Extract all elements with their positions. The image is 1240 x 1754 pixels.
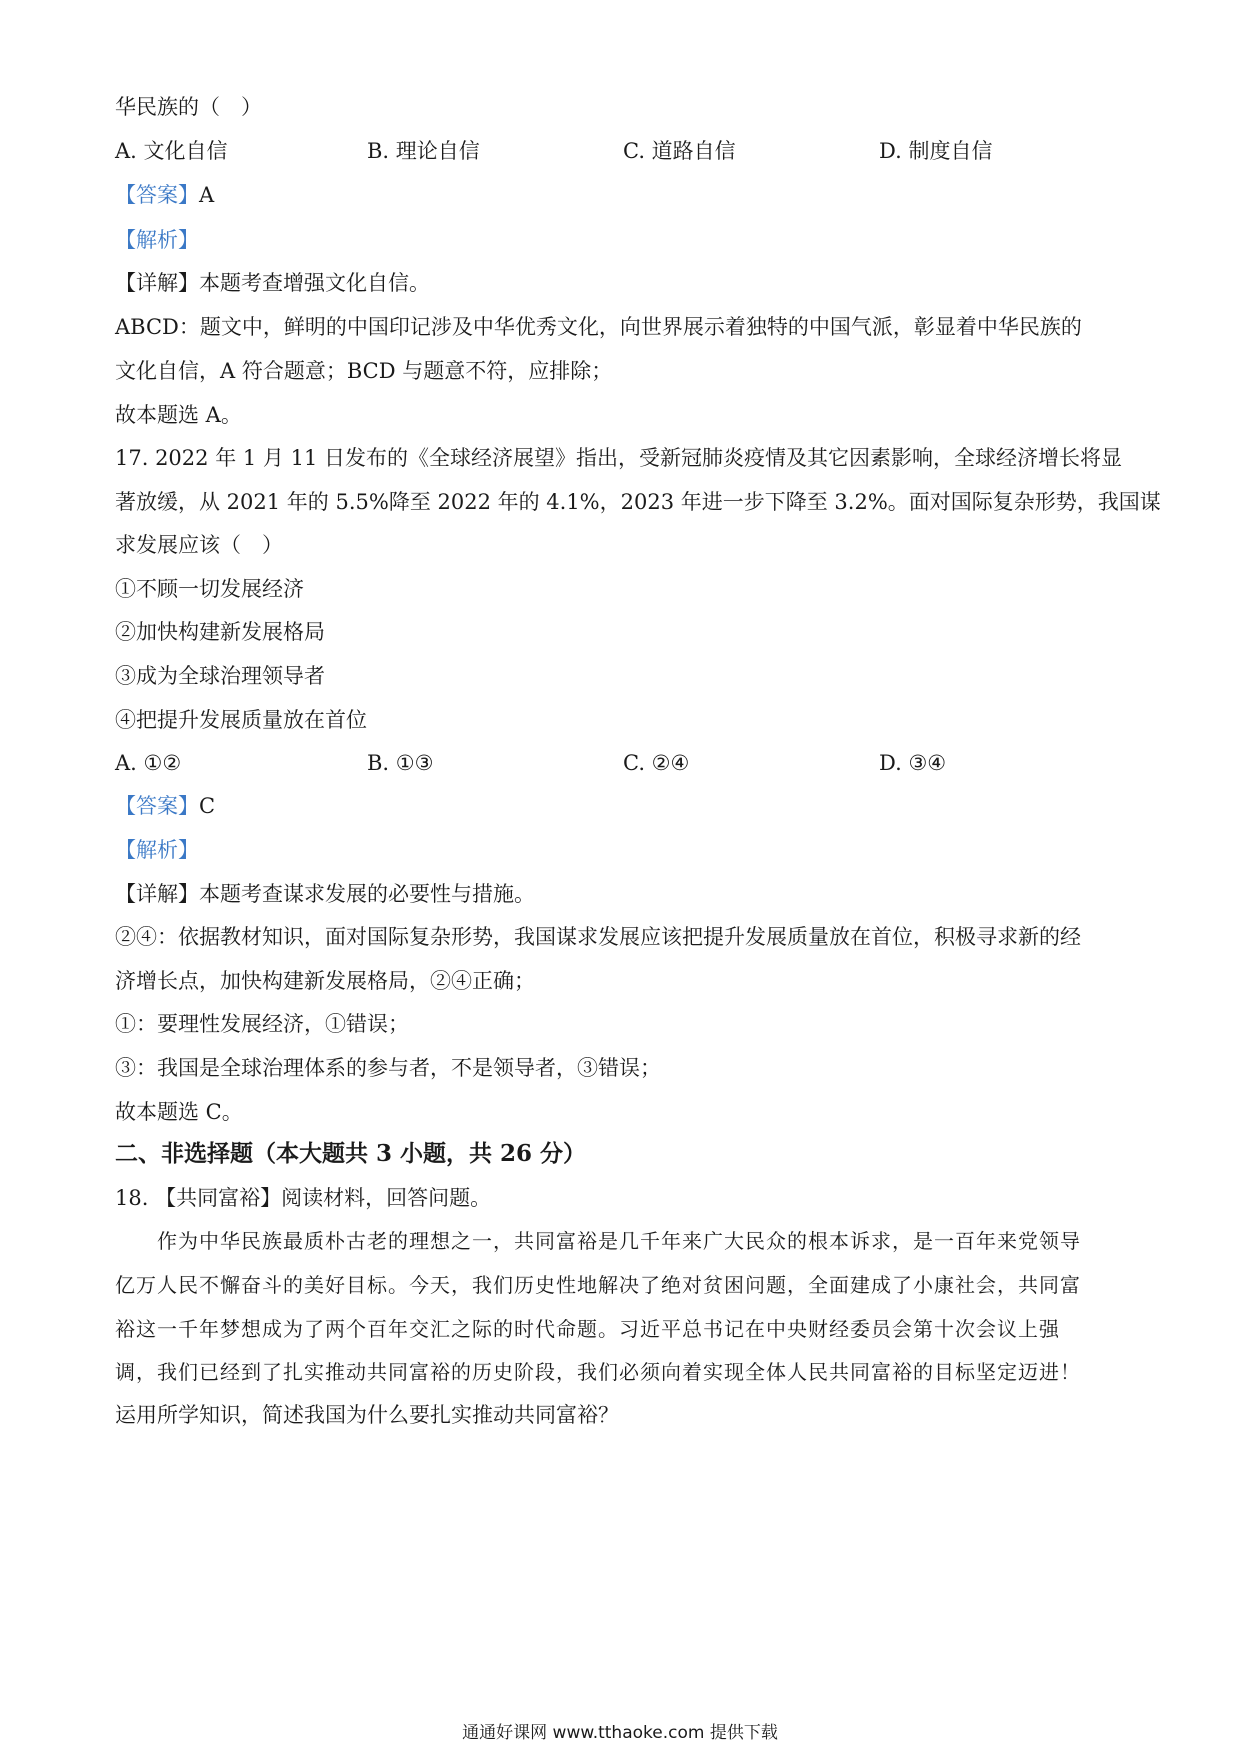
q17-conclusion: 故本题选 C。 [115,1100,243,1124]
q16-option-d: D. 制度自信 [879,139,993,163]
page-footer: 通通好课网 www.tthaoke.com 提供下载 [462,1723,778,1743]
q17-explanation-line: 济增长点，加快构建新发展格局，②④正确； [115,969,535,993]
q17-item-3: ③成为全球治理领导者 [115,664,325,688]
q18-topic: 【共同富裕】 [155,1186,282,1210]
q17-option-a: A. ①② [115,751,182,775]
q17-explanation-line: ②④：依据教材知识，面对国际复杂形势，我国谋求发展应该把提升发展质量放在首位，积极寻求新的经 [115,925,1081,949]
q18-material-line: 亿万人民不懈奋斗的美好目标。今天，我们历史性地解决了绝对贫困问题，全面建成了小康社会，共同富 [115,1273,1081,1297]
detail-text: 本题考查谋求发展的必要性与措施。 [199,882,535,906]
q17-option-c: C. ②④ [623,751,690,775]
q17-explanation-line: ③：我国是全球治理体系的参与者，不是领导者，③错误； [115,1056,661,1080]
q18-material-line: 调，我们已经到了扎实推动共同富裕的历史阶段，我们必须向着实现全体人民共同富裕的目标坚定迈进！ [115,1360,1081,1384]
q18-material-line: 裕这一千年梦想成为了两个百年交汇之际的时代命题。习近平总书记在中央财经委员会第十次会议上强 [115,1317,1060,1341]
q16-explanation-line: ABCD：题文中，鲜明的中国印记涉及中华优秀文化，向世界展示着独特的中国气派，彰显着中华民族的 [115,315,1082,339]
answer-label: 【答案】 [115,794,199,818]
q17-explanation-line: ①：要理性发展经济，①错误； [115,1012,409,1036]
answer-value: A [199,183,215,207]
q16-answer [115,180,1125,210]
section-title: 二、非选择题（本大题共 3 小题，共 26 分） [115,1140,587,1167]
q16-stem-tail: 华民族的（ ） [115,95,262,119]
q17-answer [115,791,1125,821]
q16-conclusion: 故本题选 A。 [115,403,242,427]
q18-instruction: 阅读材料，回答问题。 [281,1186,492,1210]
q18-material-line: 作为中华民族最质朴古老的理想之一，共同富裕是几千年来广大民众的根本诉求，是一百年来党领导 [157,1229,1081,1253]
q16-option-c: C. 道路自信 [623,139,736,163]
q17-option-b: B. ①③ [367,751,434,775]
q16-option-b: B. 理论自信 [367,139,480,163]
q17-item-1: ①不顾一切发展经济 [115,577,304,601]
q17-item-2: ②加快构建新发展格局 [115,620,325,644]
q16-option-a: A. 文化自信 [115,139,228,163]
q17-stem-line: 求发展应该（ ） [115,533,283,557]
detail-text: 本题考查增强文化自信。 [199,271,430,295]
detail-label: 【详解】 [115,271,199,295]
q16-detail [115,268,1125,298]
q18-heading [115,1183,1125,1213]
q18-number: 18. [115,1186,149,1210]
q18-question: 运用所学知识，简述我国为什么要扎实推动共同富裕？ [115,1403,619,1427]
answer-value: C [199,794,216,818]
q17-option-d: D. ③④ [879,751,947,775]
q17-analysis-label: 【解析】 [115,838,199,862]
q16-explanation-line: 文化自信，A 符合题意；BCD 与题意不符，应排除； [115,359,613,383]
q17-detail [115,879,1125,909]
q16-analysis-label: 【解析】 [115,228,199,252]
answer-label: 【答案】 [115,183,199,207]
detail-label: 【详解】 [115,882,199,906]
q17-stem-line: 著放缓，从 2021 年的 5.5%降至 2022 年的 4.1%，2023 年进一步下降至 3.2%。面对国际复杂形势，我国谋 [115,490,1161,514]
q17-item-4: ④把提升发展质量放在首位 [115,708,367,732]
q17-stem-line: 17. 2022 年 1 月 11 日发布的《全球经济展望》指出，受新冠肺炎疫情及其它因素影响，全球经济增长将显 [115,446,1122,470]
